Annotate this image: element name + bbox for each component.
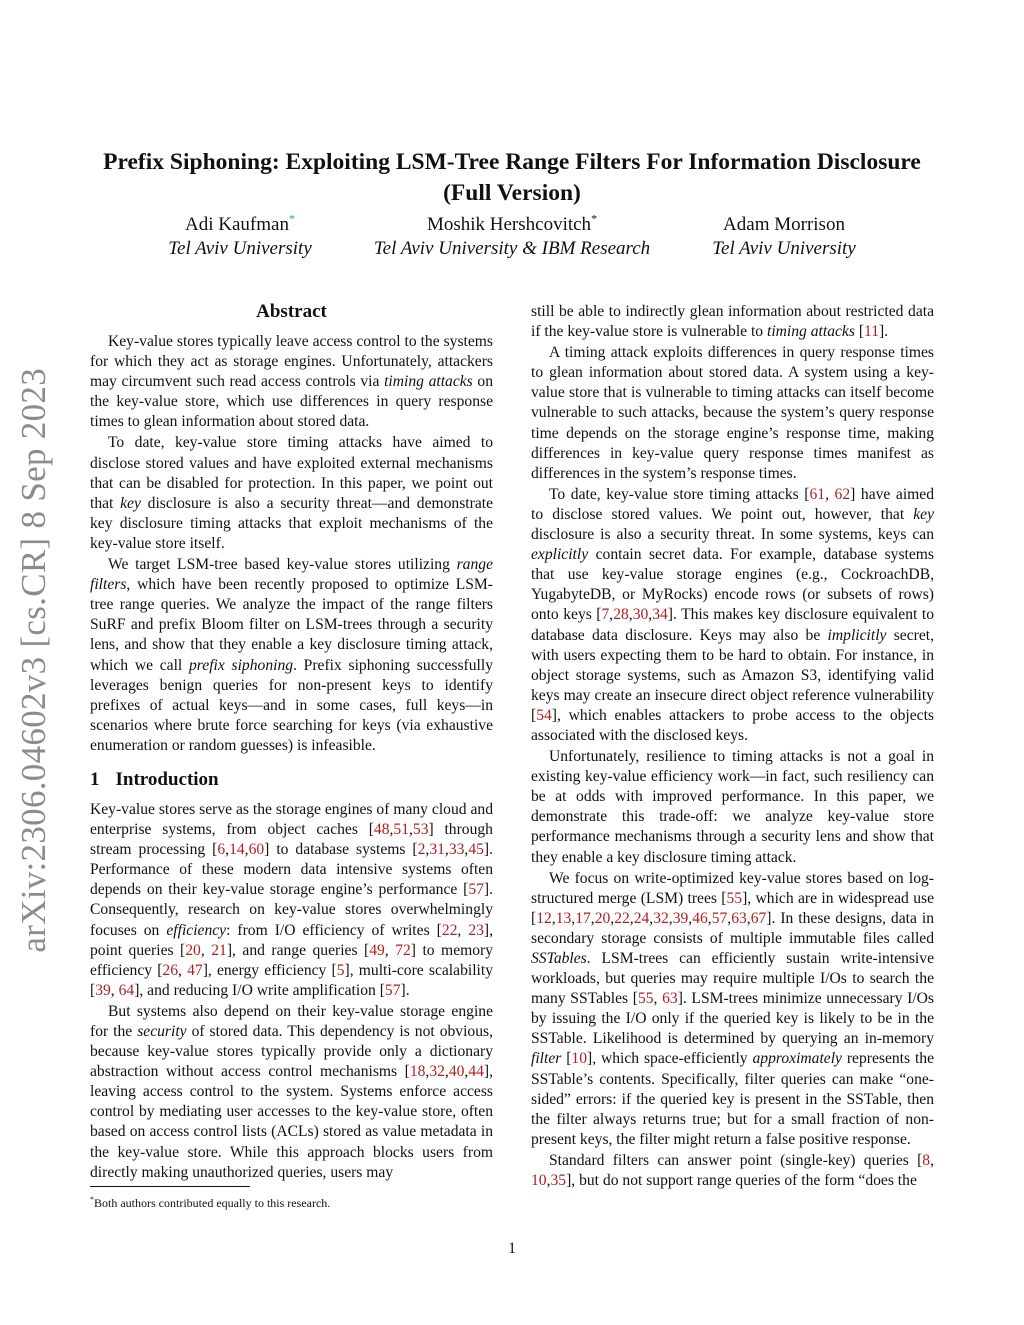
title-line-1: Prefix Siphoning: Exploiting LSM-Tree Range Filters For Information Disclosure <box>103 149 921 175</box>
section-heading-introduction <box>90 768 493 792</box>
citation-link[interactable]: 6 <box>217 841 226 859</box>
paragraph: Unfortunately, resilience to timing attacks is not a goal in existing key-value efficiency work—in fact, such resiliency can be at odds with improved performance. In this paper, we demonstrate this trade-off: we analyze key-value store performance mechanisms through a security lens and show that they enable a key disclosure timing attack. <box>531 748 934 866</box>
intro-right-body <box>531 302 934 1191</box>
citation-link[interactable]: 31 <box>429 841 445 859</box>
author-mark: * <box>591 211 598 226</box>
paragraph: Key-value stores serve as the storage engines of many cloud and enterprise systems, from object caches [48,51,53] through stream processing [6,14,60] to database systems [2,31,33,45]. Performance of these modern data intensive systems often depends on their key-value storage engine’s performance [57]. Consequently, research on key-value stores overwhelmingly focuses on efficiency: from I/O efficiency of writes [22, 23], point queries [20, 21], and range queries [49, 72] to memory efficiency [26, 47], energy efficiency [5], multi-core scalability [39, 64], and reducing I/O write amplification [57]. <box>90 800 494 999</box>
section-number: 1 <box>90 768 100 790</box>
citation-link[interactable]: 32 <box>653 909 669 927</box>
citation-link[interactable]: 11 <box>864 323 880 341</box>
page-number: 1 <box>508 1240 516 1257</box>
emphasis: range filters <box>90 556 493 594</box>
emphasis: SSTables <box>531 950 587 967</box>
footnote-mark: * <box>90 1195 94 1204</box>
citation-link[interactable]: 18 <box>409 1063 426 1081</box>
citation-link[interactable]: 32 <box>429 1063 445 1081</box>
intro-left-body <box>90 800 493 1183</box>
emphasis: security <box>137 1023 187 1040</box>
title-line-2: (Full Version) <box>443 180 581 206</box>
footnote <box>90 1192 493 1211</box>
section-title: Introduction <box>115 768 219 790</box>
citation-link[interactable]: 14 <box>229 841 245 859</box>
author-name: Adi Kaufman <box>185 214 289 235</box>
citation-link[interactable]: 10 <box>531 1172 547 1190</box>
citation-link[interactable]: 46 <box>692 909 708 927</box>
footnote-text: Both authors contributed equally to this research. <box>94 1196 331 1210</box>
citation-link[interactable]: 48 <box>373 821 390 839</box>
citation-link[interactable]: 67 <box>750 909 767 927</box>
paragraph: We focus on write-optimized key-value stores based on log-structured merge (LSM) trees [55], which are in widespread use [12,13,17,20,22,24,32,39,46,57,63,67]. In these designs, data in secondary storage consists of multiple immutable files called SSTables. LSM-trees can efficiently sustain write-intensive workloads, but queries may require multiple I/Os to search the many SSTables [55, 63]. LSM-trees minimize unnecessary I/Os by issuing the I/O only if the queried key is likely to be in the SSTable. Likelihood is determined by querying an in-memory filter [10], which space-efficiently approximately represents the SSTable’s contents. Specifically, filter queries can make “one-sided” errors: if the queried key is present in the SSTable, then the filter always returns true; but for a small fraction of non-present keys, the filter might return a false positive response. <box>531 869 934 1148</box>
citation-link[interactable]: 8 <box>922 1151 931 1169</box>
citation-link[interactable]: 63 <box>731 909 747 927</box>
citation-link[interactable]: 54 <box>536 706 552 724</box>
citation-link[interactable]: 40 <box>448 1063 465 1081</box>
author-name: Adam Morrison <box>723 214 845 235</box>
citation-link[interactable]: 23 <box>468 921 484 939</box>
citation-link[interactable]: 5 <box>336 961 345 979</box>
author-affiliation: Tel Aviv University <box>712 238 856 259</box>
citation-link[interactable]: 57 <box>711 909 728 927</box>
citation-link[interactable]: 2 <box>417 841 426 859</box>
paragraph: To date, key-value store timing attacks have aimed to disclose stored values and have exploited external mechanisms that can be disabled for protection. In this paper, we point out that key disclosure is also a security threat—and demonstrate key disclosure timing attacks that exploit mechanisms of the key-value store itself. <box>90 434 493 552</box>
author-name: Moshik Hershcovitch <box>426 214 592 235</box>
citation-link[interactable]: 10 <box>571 1050 587 1068</box>
citation-link[interactable]: 47 <box>187 961 203 979</box>
citation-link[interactable]: 21 <box>211 941 227 959</box>
footnote-rule <box>90 1186 250 1187</box>
citation-link[interactable]: 63 <box>662 990 678 1008</box>
author-affiliation: Tel Aviv University & IBM Research <box>373 238 651 259</box>
citation-link[interactable]: 22 <box>441 921 458 939</box>
emphasis: timing attacks <box>767 323 855 341</box>
emphasis: filter <box>531 1050 562 1068</box>
emphasis: explicitly <box>531 546 589 564</box>
paragraph: But systems also depend on their key-value storage engine for the security of stored data. This dependency is not obvious, because key-value stores typically provide only a dictionary abstraction without access control mechanisms [18,32,40,44], leaving access control to the system. Systems enforce access control by mediating user accesses to the key-value store, often based on access control lists (ACLs) stored as value metadata in the key-value store. While this approach blocks users from directly making unauthorized queries, users may <box>90 1002 493 1181</box>
citation-link[interactable]: 44 <box>468 1063 484 1081</box>
citation-link[interactable]: 64 <box>118 981 135 999</box>
emphasis: approximately <box>752 1050 842 1068</box>
paper-title <box>80 147 944 209</box>
citation-link[interactable]: 33 <box>448 841 465 859</box>
emphasis: implicitly <box>827 626 887 644</box>
abstract-heading: Abstract <box>256 301 327 322</box>
citation-link[interactable]: 62 <box>834 485 851 503</box>
citation-link[interactable]: 20 <box>185 941 201 959</box>
arxiv-stamp: arXiv:2306.04602v3 [cs.CR] 8 Sep 2023 <box>14 368 53 953</box>
author-3 <box>694 213 874 261</box>
citation-link[interactable]: 39 <box>672 909 689 927</box>
citation-link[interactable]: 35 <box>550 1172 567 1190</box>
emphasis: prefix siphoning <box>189 656 294 674</box>
citation-link[interactable]: 13 <box>555 909 572 927</box>
citation-link[interactable]: 57 <box>384 981 401 999</box>
citation-link[interactable]: 17 <box>575 909 591 927</box>
citation-link[interactable]: 61 <box>809 485 826 503</box>
paragraph: To date, key-value store timing attacks [61, 62] have aimed to disclose stored values. We point out, however, that key disclosure is also a security threat. In some systems, keys can explicitly contain secret data. For example, database systems that use key-value storage engines (e.g., CockroachDB, YugabyteDB, or MyRocks) encode rows (or subsets of rows) onto keys [7,28,30,34]. This makes key disclosure equivalent to database data disclosure. Keys may also be implicitly secret, with users expecting them to be hard to obtain. For instance, in object storage systems, such as Amazon S3, identifying valid keys may create an insecure direct object reference vulnerability [54], which enables attackers to probe access to the objects associated with the disclosed keys. <box>531 485 934 744</box>
citation-link[interactable]: 49 <box>369 941 385 959</box>
citation-link[interactable]: 24 <box>633 909 650 927</box>
citation-link[interactable]: 72 <box>395 941 411 959</box>
left-column <box>90 300 493 1183</box>
citation-link[interactable]: 57 <box>468 881 484 899</box>
citation-link[interactable]: 39 <box>95 981 111 999</box>
citation-link[interactable]: 20 <box>594 909 611 927</box>
paragraph: Standard filters can answer point (single-key) queries [8, 10,35], but do not support range queries of the form “does the <box>531 1151 934 1190</box>
paragraph: Key-value stores typically leave access control to the systems for which they act as storage engines. Unfortunately, attackers may circumvent such read access controls via timing attacks on the key-value store, which use differences in query response times to glean information about stored data. <box>90 333 494 431</box>
paragraph: still be able to indirectly glean information about restricted data if the key-value store is vulnerable to timing attacks [11]. <box>531 303 934 341</box>
citation-link[interactable]: 7 <box>601 606 610 624</box>
citation-link[interactable]: 34 <box>652 606 668 624</box>
citation-link[interactable]: 51 <box>393 821 409 839</box>
citation-link[interactable]: 60 <box>248 841 265 859</box>
emphasis: timing attacks <box>384 373 473 391</box>
citation-link[interactable]: 12 <box>536 909 552 927</box>
citation-link[interactable]: 26 <box>162 961 179 979</box>
paragraph: We target LSM-tree based key-value stores utilizing range filters, which have been recently proposed to optimize LSM-tree range queries. We analyze the impact of the range filters SuRF and prefix Bloom filter on LSM-trees through a security lens, and show that they enable a key disclosure timing attack, which we call prefix siphoning. Prefix siphoning successfully leverages benign queries for non-present keys to identify prefixes of actual keys—and in some cases, full keys—in scenarios where brute force searching for keys (via exhaustive enumeration or random guesses) is infeasible. <box>90 556 493 754</box>
author-mark: * <box>288 211 295 226</box>
author-1 <box>150 213 330 261</box>
abstract-body <box>90 332 493 756</box>
paragraph: A timing attack exploits differences in query response times to glean information about stored data. A system using a key-value store that is vulnerable to timing attacks can itself become vulnerable to such attacks, because the system’s query response time depends on the storage engine’s response time, making differences in key-value query response times manifest as differences in the system’s response times. <box>531 344 934 482</box>
citation-link[interactable]: 55 <box>637 990 654 1008</box>
citation-link[interactable]: 30 <box>632 606 649 624</box>
emphasis: key <box>913 505 934 523</box>
author-affiliation: Tel Aviv University <box>168 238 312 259</box>
citation-link[interactable]: 53 <box>412 821 429 839</box>
author-2 <box>352 213 672 261</box>
citation-link[interactable]: 55 <box>726 889 743 907</box>
citation-link[interactable]: 22 <box>614 909 630 927</box>
citation-link[interactable]: 28 <box>613 606 629 624</box>
emphasis: efficiency <box>166 921 227 939</box>
citation-link[interactable]: 45 <box>468 841 484 859</box>
emphasis: key <box>120 494 141 512</box>
right-column <box>531 302 934 1191</box>
